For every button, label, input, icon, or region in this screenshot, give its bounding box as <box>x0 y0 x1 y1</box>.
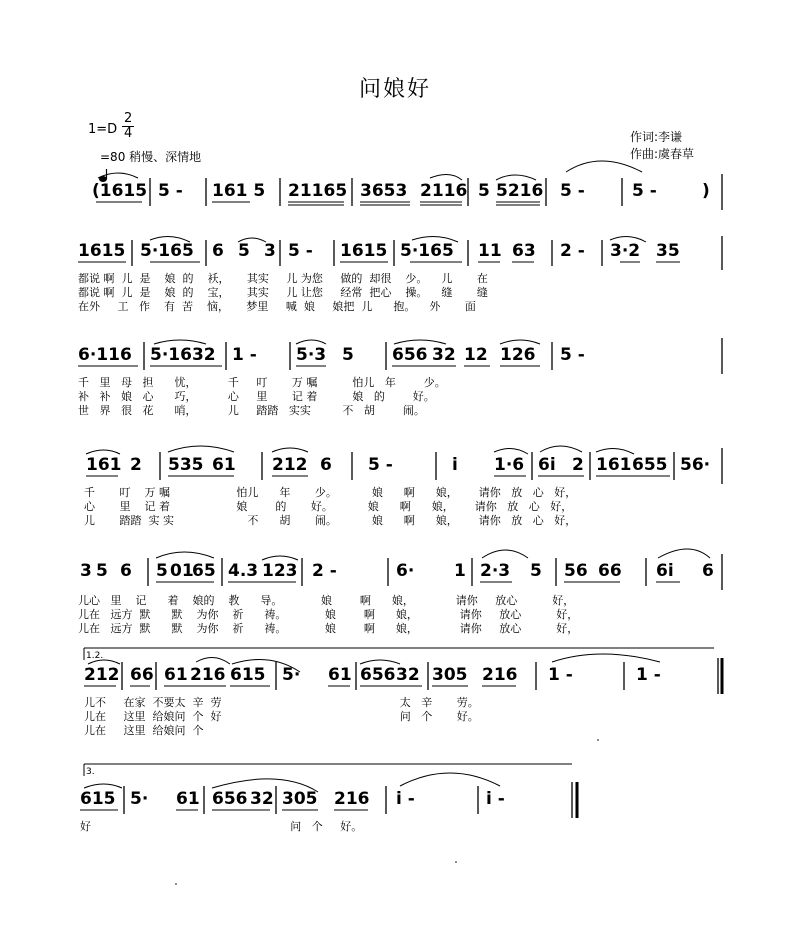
notation-token: i <box>452 455 458 475</box>
notation-token: 126 <box>500 345 536 365</box>
notation-token: 655 <box>632 455 668 475</box>
notation-token: ) <box>702 181 710 201</box>
notation-token: 61 <box>164 665 188 685</box>
notation-token: 1·6 <box>494 455 525 475</box>
notation-token: 5 <box>238 241 250 261</box>
notation-token: 32 <box>396 665 420 685</box>
notation-token: 5 - <box>560 181 585 201</box>
notation-token: 5 <box>342 345 354 365</box>
notation-token: 2 - <box>312 561 337 581</box>
lyric-line: 补 补 娘 心 巧， 心 里 记 着 娘 的 好。 <box>78 390 435 403</box>
lyric-line: 都说 啊 儿 是 娘 的 袄， 其实 儿 为您 做的 却很 少。 儿 在 <box>78 272 488 285</box>
lyric-line: 儿不 在家 不要太 辛 劳 太 辛 劳。 <box>84 696 479 709</box>
notation-token: 6 <box>120 561 132 581</box>
notation-token: 5·3 <box>296 345 327 365</box>
notation-token: 3 <box>80 561 92 581</box>
notation-token: 5 <box>530 561 542 581</box>
notation-token: 6 <box>212 241 224 261</box>
lyric-line: 儿在 这里 给娘问 个 <box>84 724 204 737</box>
key-signature: 1=D <box>88 122 118 137</box>
notation-token: 2 <box>130 455 142 475</box>
lyric-line: 千 叮 万 嘱 怕儿 年 少。 娘 啊 娘， 请你 放 心 好， <box>84 486 577 499</box>
lyric-line: 在外 工 作 有 苦 恼， 梦里 喊 娘 娘把 儿 抱。 外 面 <box>78 300 476 313</box>
notation-token: 5 <box>156 561 168 581</box>
notation-token: 5· <box>130 789 149 809</box>
notation-token: 161 <box>86 455 122 475</box>
notation-token: 1615 <box>340 241 388 261</box>
notation-token: 5·1632 <box>150 345 216 365</box>
notation-token: 11 <box>478 241 502 261</box>
notation-token: 56 <box>564 561 588 581</box>
lyric-line: 世 界 很 花 哨， 儿 踏踏 实实 不 胡 闹。 <box>78 404 425 417</box>
notation-token: 212 <box>84 665 120 685</box>
notation-token: 1 - <box>636 665 661 685</box>
notation-token: 65 <box>192 561 216 581</box>
notation-token: 56· <box>680 455 711 475</box>
notation-token: 01 <box>170 561 194 581</box>
notation-token: 656 <box>212 789 248 809</box>
notation-token: 3 <box>264 241 276 261</box>
notation-token: 61 <box>328 665 352 685</box>
notation-token: 305 <box>282 789 318 809</box>
notation-token: 615 <box>80 789 116 809</box>
notation-token: 5· <box>282 665 301 685</box>
tempo-marking: =80 稍慢、深情地 <box>100 150 202 164</box>
notation-token: 35 <box>656 241 680 261</box>
lyric-line: 儿在 这里 给娘问 个 好 问 个 好。 <box>84 710 479 723</box>
notation-token: 4.3 <box>228 561 259 581</box>
notation-token: 6i <box>538 455 556 475</box>
notation-token: 5 <box>478 181 490 201</box>
notation-token: 5·165 <box>140 241 194 261</box>
lyric-line: 千 里 母 担 忧， 千 叮 万 嘱 怕儿 年 少。 <box>78 376 446 389</box>
notation-token: 5216 <box>496 181 544 201</box>
notation-token: 5 - <box>158 181 183 201</box>
page-title: 问娘好 <box>358 77 431 102</box>
volta-1-label: 1.2. <box>86 651 104 661</box>
notation-token: 1 - <box>232 345 257 365</box>
notation-token: 61 <box>212 455 236 475</box>
notation-token: 5 - <box>288 241 313 261</box>
notation-token: 216 <box>190 665 226 685</box>
lyric-line: 儿在 远方 默 默 为你 祈 祷。 娘 啊 娘， 请你 放心 好， <box>78 608 579 621</box>
notation-token: 656 <box>392 345 428 365</box>
notation-token: 2116 <box>420 181 468 201</box>
notation-token: 305 <box>432 665 468 685</box>
lyric-line: 儿在 远方 默 默 为你 祈 祷。 娘 啊 娘， 请你 放心 好， <box>78 622 579 635</box>
notation-token: 615 <box>230 665 266 685</box>
notation-token: 66 <box>598 561 622 581</box>
composer: 作曲:虞春草 <box>630 147 695 161</box>
notation-token: 66 <box>130 665 154 685</box>
notation-token: 5 - <box>560 345 585 365</box>
notation-token: 2·3 <box>480 561 511 581</box>
notation-token: 3653 <box>360 181 408 201</box>
notation-token: 32 <box>250 789 274 809</box>
notation-token: 216 <box>482 665 518 685</box>
notation-token: (1615 <box>92 181 148 201</box>
notation-token: 1615 <box>78 241 126 261</box>
notation-token: i - <box>486 789 505 809</box>
notation-token: 5·165 <box>400 241 454 261</box>
lyric-line: 好 问 个 好。 <box>80 820 363 833</box>
lyric-line: 儿 踏踏 实 实 不 胡 闹。 娘 啊 娘， 请你 放 心 好， <box>84 514 577 527</box>
notation-token: 6·116 <box>78 345 132 365</box>
notation-token: 2 - <box>560 241 585 261</box>
time-signature-bottom: 4 <box>124 126 133 141</box>
notation-token: 212 <box>272 455 308 475</box>
notation-token: 1 - <box>548 665 573 685</box>
lyric-line: 儿心 里 记 着 娘的 教 导。 娘 啊 娘， 请你 放心 好， <box>78 594 575 607</box>
notation-token: 6· <box>396 561 415 581</box>
notation-token: 2 <box>572 455 584 475</box>
notation-token: 63 <box>512 241 536 261</box>
notation-token: 216 <box>334 789 370 809</box>
notation-token: 161 <box>596 455 632 475</box>
notation-token: 161 5 <box>212 181 266 201</box>
notation-token: i - <box>396 789 415 809</box>
volta-3-label: 3. <box>86 767 95 777</box>
notation-token: 3·2 <box>610 241 641 261</box>
notation-token: 123 <box>262 561 298 581</box>
notation-token: 12 <box>464 345 488 365</box>
notation-token: 32 <box>432 345 456 365</box>
lyric-line: 心 里 记 着 娘 的 好。 娘 啊 娘， 请你 放 心 好， <box>84 500 573 513</box>
notation-token: 535 <box>168 455 204 475</box>
notation-token: 5 - <box>368 455 393 475</box>
lyric-line: 都说 啊 儿 是 娘 的 宝， 其实 儿 让您 经常 把心 操。 缝 缝 <box>78 286 488 299</box>
notation-token: 656 <box>360 665 396 685</box>
notation-token: 1 <box>454 561 466 581</box>
lyricist: 作词:李谦 <box>630 130 683 144</box>
time-signature-top: 2 <box>124 111 133 126</box>
notation-token: 6 <box>702 561 714 581</box>
notation-token: 5 <box>96 561 108 581</box>
notation-token: 21165 <box>288 181 348 201</box>
notation-token: 6 <box>320 455 332 475</box>
notation-token: 61 <box>176 789 200 809</box>
notation-token: 6i <box>656 561 674 581</box>
notation-token: 5 - <box>632 181 657 201</box>
